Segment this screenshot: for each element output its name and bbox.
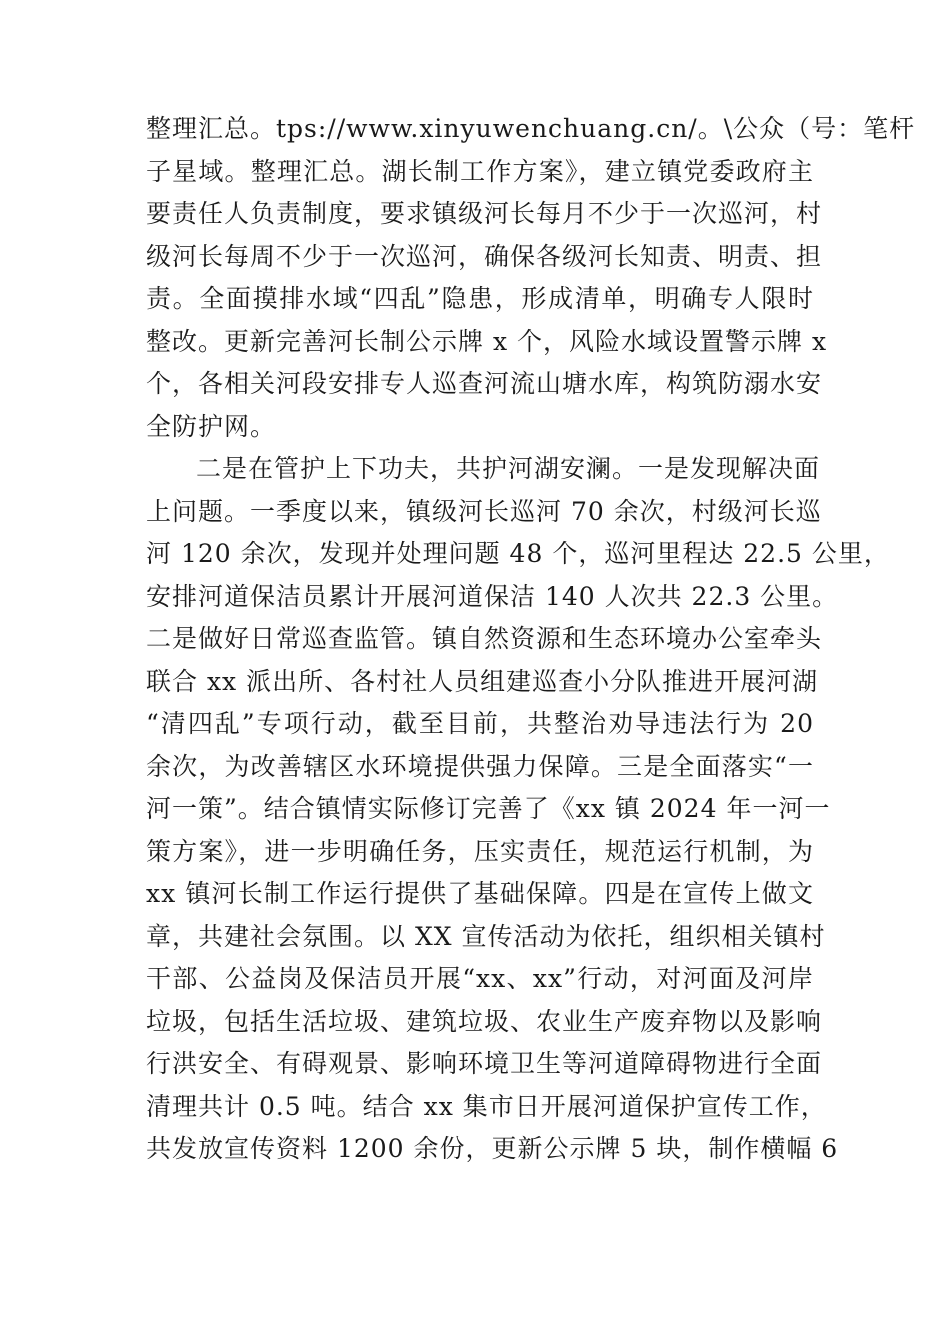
text-line: 级河长每周不少于一次巡河，确保各级河长知责、明责、担 [146,241,823,271]
text-line: 余次，为改善辖区水环境提供强力保障。三是全面落实“一 [146,751,814,781]
text-line: 全防护网。 [146,411,277,441]
text-line: 河 120 余次，发现并处理问题 48 个，巡河里程达 22.5 公里， [146,539,890,568]
paragraph-1 [146,108,916,448]
text-line: 个，各相关河段安排专人巡查河流山塘水库，构筑防溺水安 [146,369,823,398]
paragraph-2 [146,448,890,1171]
text-line: 联合 xx 派出所、各村社人员组建巡查小分队推进开展河湖 [146,666,819,696]
text-line: 行洪安全、有碍观景、影响环境卫生等河道障碍物进行全面 [146,1049,823,1078]
text-line: 干部、公益岗及保洁员开展“xx、xx”行动，对河面及河岸 [146,964,814,993]
text-line: 责。全面摸排水域“四乱”隐患，形成清单，明确专人限时 [146,284,814,313]
text-line: 二是在管护上下功夫，共护河湖安澜。一是发现解决面 [196,454,821,483]
text-line: 策方案》，进一步明确任务，压实责任，规范运行机制，为 [146,836,814,866]
text-line: 清理共计 0.5 吨。结合 xx 集市日开展河道保护宣传工作， [146,1091,827,1121]
text-line: 章，共建社会氛围。以 XX 宣传活动为依托，组织相关镇村 [146,921,826,951]
text-line: “清四乱”专项行动，截至目前，共整治劝导违法行为 20 [146,709,814,738]
text-line: 要责任人负责制度，要求镇级河长每月不少于一次巡河，村 [146,199,823,228]
text-line: 子星域。整理汇总。湖长制工作方案》，建立镇党委政府主 [146,156,814,186]
text-line: 河一策”。结合镇情实际修订完善了《xx 镇 2024 年一河一 [146,794,831,823]
text-line: 共发放宣传资料 1200 余份，更新公示牌 5 块，制作横幅 6 [146,1134,839,1163]
text-line: 二是做好日常巡查监管。镇自然资源和生态环境办公室牵头 [146,624,823,653]
text-line: xx 镇河长制工作运行提供了基础保障。四是在宣传上做文 [146,879,814,908]
text-line: 上问题。一季度以来，镇级河长巡河 70 余次，村级河长巡 [146,496,822,526]
document-body [146,108,916,1171]
text-line: 垃圾，包括生活垃圾、建筑垃圾、农业生产废弃物以及影响 [146,1006,823,1036]
text-line: 整改。更新完善河长制公示牌 x 个，风险水域设置警示牌 x [146,326,828,356]
text-line: 安排河道保洁员累计开展河道保洁 140 人次共 22.3 公里。 [146,581,839,611]
text-line: 整理汇总。tps://www.xinyuwenchuang.cn/。\公众（号：笔杆 [146,114,916,143]
